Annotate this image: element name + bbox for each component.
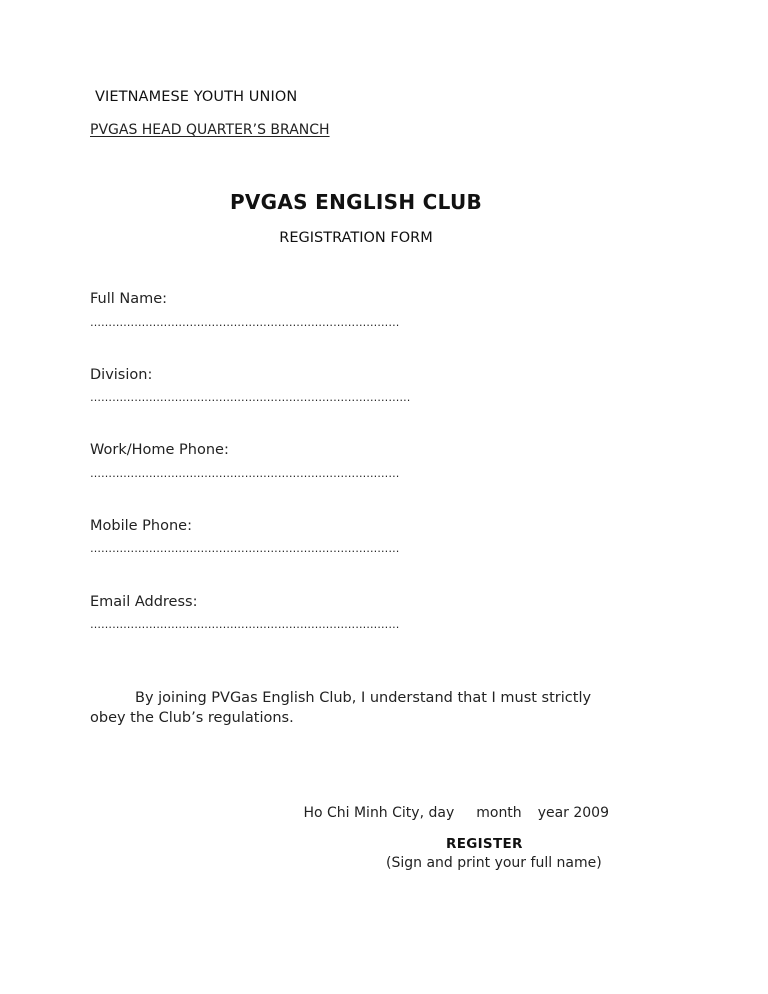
form-title: PVGAS ENGLISH CLUB	[229, 190, 483, 214]
field-label-full-name: Full Name:	[90, 291, 168, 307]
field-dots-mobile-phone[interactable]: …………………………………………………………………………	[90, 542, 400, 555]
branch-name: PVGAS HEAD QUARTER’S BRANCH	[90, 122, 330, 138]
date-place-day: Ho Chi Minh City, day	[303, 805, 455, 821]
field-label-mobile-phone: Mobile Phone:	[90, 518, 192, 534]
field-dots-work-home-phone[interactable]: …………………………………………………………………………	[90, 467, 400, 480]
field-label-work-home-phone: Work/Home Phone:	[90, 442, 229, 458]
field-dots-division[interactable]: ……………………………………………………………………………	[90, 391, 411, 404]
agreement-statement: By joining PVGas English Club, I understand that I must strictly obey the Club’s regulations.	[90, 690, 592, 726]
date-line	[303, 805, 609, 821]
field-dots-full-name[interactable]: …………………………………………………………………………	[90, 316, 400, 329]
date-month: month	[476, 805, 522, 821]
field-label-email-address: Email Address:	[90, 594, 198, 610]
form-subtitle: REGISTRATION FORM	[279, 230, 433, 246]
sign-note: (Sign and print your full name)	[386, 855, 602, 871]
date-year: year 2009	[537, 805, 609, 821]
field-dots-email-address[interactable]: …………………………………………………………………………	[90, 618, 400, 631]
register-heading: REGISTER	[446, 836, 523, 852]
field-label-division: Division:	[90, 367, 153, 383]
organization-name: VIETNAMESE YOUTH UNION	[95, 89, 298, 105]
